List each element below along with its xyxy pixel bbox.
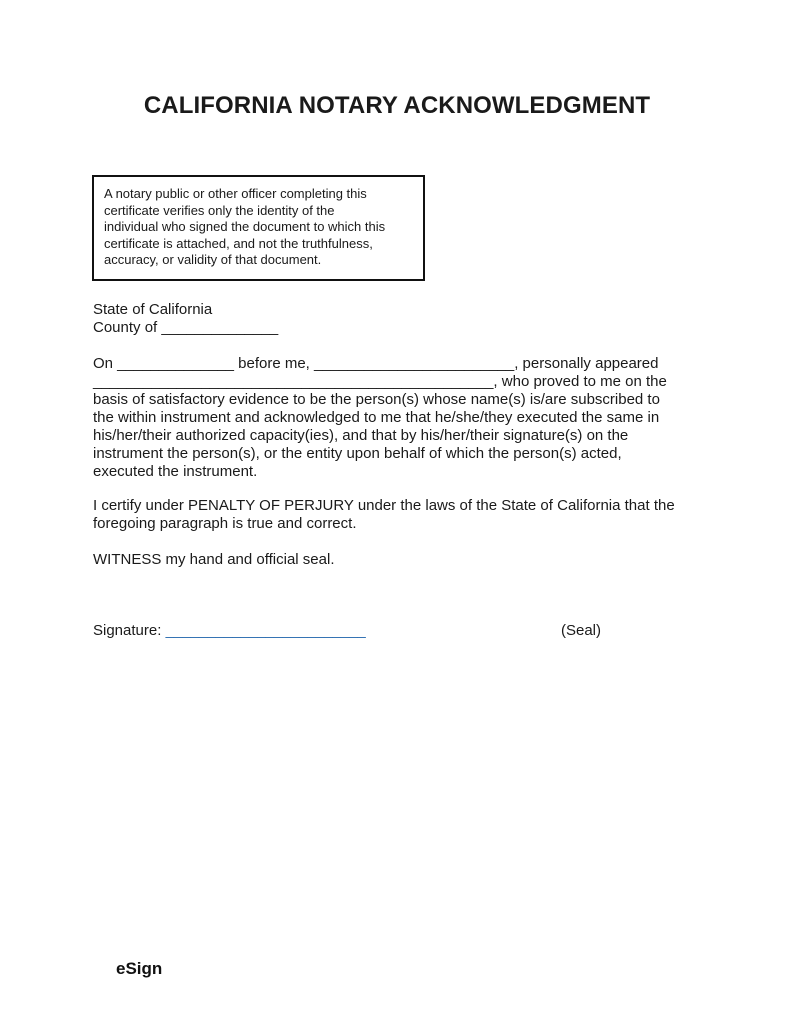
perjury-certification bbox=[93, 497, 675, 533]
acknowledgment-paragraph bbox=[93, 355, 667, 481]
notice-line: individual who signed the document to which this bbox=[104, 219, 386, 234]
notice-line: certificate verifies only the identity of the bbox=[104, 202, 335, 218]
paragraph-line[interactable]: On ______________ before me, ________________________, personally appeared bbox=[93, 355, 659, 372]
witness-statement bbox=[93, 551, 335, 569]
venue-block bbox=[93, 301, 278, 337]
notary-notice-box bbox=[92, 175, 425, 281]
witness-line: WITNESS my hand and official seal. bbox=[93, 551, 335, 568]
signature-field[interactable]: ________________________ bbox=[165, 622, 366, 639]
state-line: State of California bbox=[93, 301, 213, 318]
seal-label: (Seal) bbox=[561, 622, 602, 639]
certification-line: I certify under PENALTY OF PERJURY under the laws of the State of California that the bbox=[93, 497, 675, 514]
paragraph-line: basis of satisfactory evidence to be the person(s) whose name(s) is/are subscribed to bbox=[93, 391, 660, 408]
paragraph-line: his/her/their authorized capacity(ies), and that by his/her/their signature(s) on the bbox=[93, 427, 629, 444]
notice-line: certificate is attached, and not the truthfulness, bbox=[104, 235, 373, 251]
certification-line: foregoing paragraph is true and correct. bbox=[93, 515, 357, 532]
paragraph-line: executed the instrument. bbox=[93, 463, 258, 480]
signature-row bbox=[93, 622, 613, 640]
notice-line: A notary public or other officer completing this bbox=[104, 186, 367, 201]
paragraph-line[interactable]: ________________________________________________, who proved to me on the bbox=[93, 373, 667, 390]
esign-logo: eSign bbox=[116, 959, 163, 978]
paragraph-line: instrument the person(s), or the entity upon behalf of which the person(s) acted, bbox=[93, 445, 622, 462]
signature-label: Signature: bbox=[93, 622, 162, 639]
notice-line: accuracy, or validity of that document. bbox=[104, 252, 322, 267]
document-title: CALIFORNIA NOTARY ACKNOWLEDGMENT bbox=[143, 92, 651, 119]
paragraph-line: the within instrument and acknowledged to me that he/she/they executed the same in bbox=[93, 409, 660, 426]
county-line[interactable]: County of ______________ bbox=[93, 319, 279, 336]
